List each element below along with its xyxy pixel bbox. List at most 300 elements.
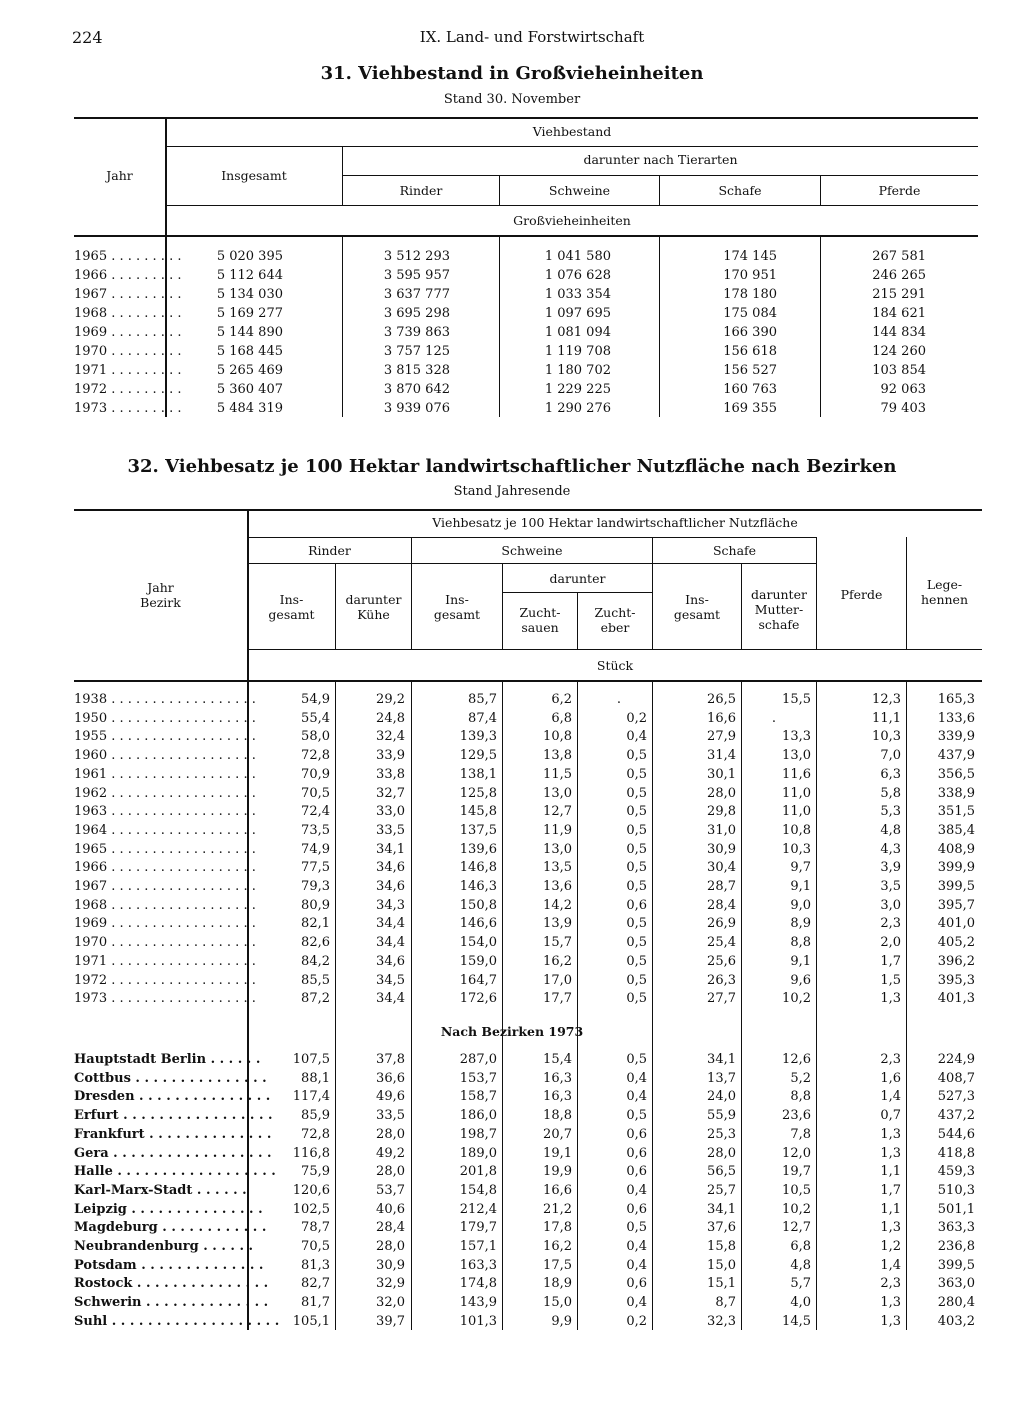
table32-subtitle: Stand Jahresende — [453, 484, 571, 499]
cell-kuehe: 28,0 — [376, 1164, 405, 1180]
cell-legehennen: 363,3 — [937, 1220, 975, 1236]
cell-legehennen: 280,4 — [937, 1295, 975, 1311]
running-title: IX. Land- und Forstwirtschaft — [419, 28, 645, 46]
row-label: Leipzig . . . . . . . . . . . . . . . — [74, 1201, 263, 1217]
cell-schafe: 166 390 — [723, 325, 777, 340]
cell-zuchteber: 0,6 — [626, 1164, 647, 1180]
cell-mutterschafe: 13,3 — [782, 729, 811, 745]
cell-legehennen: 437,2 — [937, 1108, 975, 1124]
cell-kuehe: 32,4 — [376, 729, 405, 745]
cell-mutterschafe: . — [771, 710, 776, 726]
table32-title: 32. Viehbesatz je 100 Hektar landwirtschaftlicher Nutzfläche nach Bezirken — [127, 456, 897, 477]
cell-kuehe: 28,4 — [376, 1220, 405, 1236]
table31-head-bottom-rule — [74, 235, 978, 237]
cell-schafe-insgesamt: 25,6 — [707, 953, 736, 969]
cell-pferde: 246 265 — [872, 268, 926, 283]
cell-zuchtsauen: 17,7 — [543, 991, 572, 1007]
cell-pferde: 1,3 — [880, 1126, 901, 1142]
cell-schweine-insgesamt: 198,7 — [459, 1126, 497, 1142]
cell-pferde: 1,3 — [880, 1313, 901, 1329]
cell-schweine-insgesamt: 159,0 — [459, 953, 497, 969]
cell-kuehe: 34,6 — [376, 879, 405, 894]
cell-insgesamt: 5 020 395 — [216, 249, 283, 264]
cell-pferde: 0,7 — [880, 1108, 901, 1124]
cell-zuchteber: 0,2 — [626, 1313, 647, 1329]
cell-legehennen: 133,6 — [937, 710, 975, 726]
cell-kuehe: 49,2 — [376, 1145, 405, 1161]
cell-zuchteber: 0,4 — [626, 1295, 647, 1311]
cell-schafe-insgesamt: 34,1 — [707, 1052, 736, 1067]
cell-zuchteber: 0,6 — [626, 1201, 647, 1217]
cell-zuchtsauen: 13,9 — [543, 916, 572, 932]
row-label: Halle . . . . . . . . . . . . . . . . . . — [74, 1164, 276, 1180]
cell-zuchteber: 0,5 — [626, 1108, 647, 1124]
cell-kuehe: 37,8 — [376, 1052, 405, 1067]
cell-schafe: 169 355 — [723, 401, 777, 416]
cell-zuchtsauen: 15,4 — [543, 1052, 572, 1067]
cell-schafe: 170 951 — [723, 268, 777, 283]
cell-schafe-insgesamt: 28,4 — [707, 897, 736, 913]
cell-mutterschafe: 10,8 — [782, 822, 811, 838]
cell-zuchtsauen: 15,0 — [543, 1295, 572, 1311]
cell-rinder-insgesamt: 82,6 — [301, 935, 330, 951]
cell-schweine-insgesamt: 146,6 — [459, 916, 497, 932]
cell-pferde: 267 581 — [872, 249, 926, 264]
cell-kuehe: 28,0 — [376, 1126, 405, 1142]
cell-rinder-insgesamt: 87,2 — [301, 991, 330, 1007]
cell-legehennen: 385,4 — [937, 822, 975, 838]
cell-schweine: 1 229 225 — [544, 382, 611, 397]
cell-legehennen: 527,3 — [937, 1089, 975, 1105]
cell-mutterschafe: 8,8 — [790, 935, 811, 951]
cell-rinder-insgesamt: 81,3 — [301, 1257, 330, 1273]
cell-pferde: 3,9 — [880, 860, 901, 876]
cell-legehennen: 408,7 — [937, 1070, 975, 1086]
row-label: 1972 . . . . . . . . . . . . . . . . . . — [74, 972, 256, 988]
cell-legehennen: 363,0 — [937, 1276, 975, 1292]
cell-schafe-insgesamt: 28,0 — [707, 1145, 736, 1161]
cell-kuehe: 33,8 — [376, 766, 405, 782]
cell-pferde: 10,3 — [872, 729, 901, 745]
table31-head-darunter: darunter nach Tierarten — [583, 152, 738, 167]
cell-schafe-insgesamt: 15,1 — [707, 1276, 736, 1292]
table32-head-schweine-ins-2: gesamt — [433, 607, 481, 622]
cell-mutterschafe: 9,1 — [790, 953, 811, 969]
cell-schafe-insgesamt: 55,9 — [707, 1108, 736, 1124]
cell-rinder-insgesamt: 78,7 — [301, 1220, 330, 1236]
cell-legehennen: 408,9 — [937, 841, 975, 857]
row-label: 1965 . . . . . . . . . — [74, 249, 182, 264]
cell-zuchteber: 0,5 — [626, 804, 647, 820]
cell-zuchteber: 0,4 — [626, 1089, 647, 1105]
table32-head-jahr: Jahr — [147, 580, 174, 595]
table32-head-legehennen-1: Lege- — [926, 577, 963, 592]
row-label: Karl-Marx-Stadt . . . . . . — [74, 1182, 247, 1198]
cell-zuchtsauen: 16,3 — [543, 1070, 572, 1086]
table32-head-zuchtsauen-1: Zucht- — [519, 605, 561, 620]
cell-insgesamt: 5 484 319 — [216, 401, 283, 416]
cell-schafe-insgesamt: 26,5 — [707, 692, 736, 707]
cell-kuehe: 34,6 — [376, 953, 405, 969]
cell-rinder-insgesamt: 85,9 — [301, 1108, 330, 1124]
cell-schafe-insgesamt: 24,0 — [707, 1089, 736, 1105]
cell-pferde: 215 291 — [872, 287, 926, 302]
row-label: 1967 . . . . . . . . . — [74, 287, 182, 302]
cell-rinder-insgesamt: 73,5 — [301, 822, 330, 838]
cell-zuchteber: 0,5 — [626, 879, 647, 894]
cell-zuchtsauen: 16,2 — [543, 1239, 572, 1254]
cell-schafe-insgesamt: 32,3 — [707, 1313, 736, 1329]
cell-schafe-insgesamt: 26,9 — [707, 916, 736, 932]
table32-head-schafe: Schafe — [712, 543, 757, 558]
table31-head-schweine: Schweine — [548, 183, 611, 198]
cell-mutterschafe: 19,7 — [782, 1164, 811, 1180]
table32-head-unit: Stück — [596, 658, 634, 673]
cell-zuchteber: 0,4 — [626, 1182, 647, 1198]
cell-kuehe: 24,8 — [376, 710, 405, 726]
cell-zuchtsauen: 13,5 — [543, 860, 572, 876]
cell-schweine: 1 076 628 — [544, 268, 611, 283]
cell-zuchteber: 0,5 — [626, 972, 647, 988]
cell-zuchtsauen: 16,2 — [543, 953, 572, 969]
row-label: Rostock . . . . . . . . . . . . . . . — [74, 1276, 269, 1292]
cell-schafe-insgesamt: 31,4 — [707, 748, 736, 764]
cell-rinder: 3 637 777 — [383, 287, 450, 302]
table32-head-bottom-rule — [74, 680, 982, 682]
table32-head-schafe-ins-2: gesamt — [673, 607, 721, 622]
cell-pferde: 2,3 — [880, 1052, 901, 1067]
cell-mutterschafe: 14,5 — [782, 1313, 811, 1329]
cell-rinder-insgesamt: 81,7 — [301, 1295, 330, 1311]
cell-zuchtsauen: 16,6 — [543, 1182, 572, 1198]
cell-legehennen: 418,8 — [937, 1145, 975, 1161]
row-label: Gera . . . . . . . . . . . . . . . . . . — [74, 1145, 272, 1161]
cell-rinder-insgesamt: 107,5 — [292, 1052, 330, 1067]
cell-zuchteber: 0,6 — [626, 1145, 647, 1161]
cell-schafe-insgesamt: 8,7 — [715, 1295, 736, 1311]
cell-schafe-insgesamt: 34,1 — [707, 1201, 736, 1217]
cell-mutterschafe: 23,6 — [782, 1108, 811, 1124]
cell-mutterschafe: 9,0 — [790, 897, 811, 913]
table32-head-kuehe-2: Kühe — [357, 607, 390, 622]
cell-pferde: 1,3 — [880, 1295, 901, 1311]
cell-kuehe: 40,6 — [376, 1201, 405, 1217]
cell-schafe-insgesamt: 25,3 — [707, 1126, 736, 1142]
cell-rinder-insgesamt: 55,4 — [301, 710, 330, 726]
cell-schafe-insgesamt: 25,4 — [707, 935, 736, 951]
cell-schweine: 1 119 708 — [544, 344, 611, 359]
cell-zuchtsauen: 18,8 — [543, 1108, 572, 1124]
cell-zuchtsauen: 11,5 — [543, 766, 572, 782]
row-label: 1962 . . . . . . . . . . . . . . . . . . — [74, 785, 256, 801]
cell-insgesamt: 5 144 890 — [216, 325, 283, 340]
cell-legehennen: 501,1 — [937, 1201, 975, 1217]
cell-insgesamt: 5 168 445 — [216, 344, 283, 359]
cell-mutterschafe: 8,9 — [790, 916, 811, 932]
cell-zuchtsauen: 20,7 — [543, 1126, 572, 1142]
cell-pferde: 7,0 — [880, 748, 901, 764]
cell-schafe-insgesamt: 15,8 — [707, 1239, 736, 1254]
table31-rule — [166, 205, 978, 206]
cell-mutterschafe: 9,7 — [790, 860, 811, 876]
cell-rinder-insgesamt: 117,4 — [292, 1089, 330, 1105]
cell-pferde: 2,3 — [880, 1276, 901, 1292]
cell-pferde: 3,0 — [880, 897, 901, 913]
cell-schweine: 1 097 695 — [544, 306, 611, 321]
cell-schafe-insgesamt: 30,9 — [707, 841, 736, 857]
cell-schweine-insgesamt: 153,7 — [459, 1070, 497, 1086]
cell-pferde: 1,3 — [880, 991, 901, 1007]
cell-mutterschafe: 6,8 — [790, 1239, 811, 1254]
row-label: Suhl . . . . . . . . . . . . . . . . . . . — [74, 1313, 280, 1329]
row-label: Dresden . . . . . . . . . . . . . . . — [74, 1089, 271, 1105]
cell-schweine-insgesamt: 174,8 — [459, 1276, 497, 1292]
cell-legehennen: 510,3 — [937, 1182, 975, 1198]
cell-rinder: 3 595 957 — [383, 268, 450, 283]
cell-schweine-insgesamt: 138,1 — [459, 766, 497, 782]
table31-head-insgesamt: Insgesamt — [221, 168, 287, 183]
cell-schweine-insgesamt: 139,3 — [459, 729, 497, 745]
row-label: 1969 . . . . . . . . . . . . . . . . . . — [74, 916, 256, 932]
cell-zuchtsauen: 15,7 — [543, 935, 572, 951]
cell-rinder-insgesamt: 70,5 — [301, 785, 330, 801]
cell-mutterschafe: 4,0 — [790, 1295, 811, 1311]
cell-rinder-insgesamt: 72,4 — [301, 804, 330, 820]
cell-schweine: 1 081 094 — [544, 325, 611, 340]
cell-zuchteber: 0,5 — [626, 841, 647, 857]
cell-schafe-insgesamt: 56,5 — [707, 1164, 736, 1180]
cell-mutterschafe: 8,8 — [790, 1089, 811, 1105]
table32-col-rule — [816, 681, 817, 1330]
cell-schafe-insgesamt: 30,4 — [707, 860, 736, 876]
cell-legehennen: 399,9 — [937, 860, 975, 876]
cell-legehennen: 544,6 — [937, 1126, 975, 1142]
cell-mutterschafe: 10,5 — [782, 1182, 811, 1198]
cell-schweine-insgesamt: 163,3 — [459, 1257, 497, 1273]
cell-pferde: 1,1 — [880, 1164, 901, 1180]
row-label: 1966 . . . . . . . . . — [74, 268, 182, 283]
table32-head-zuchteber-2: eber — [600, 620, 630, 635]
cell-pferde: 1,3 — [880, 1220, 901, 1236]
cell-pferde: 2,0 — [880, 935, 901, 951]
cell-pferde: 12,3 — [872, 692, 901, 707]
cell-kuehe: 30,9 — [376, 1257, 405, 1273]
cell-legehennen: 403,2 — [937, 1313, 975, 1329]
cell-pferde: 11,1 — [872, 710, 901, 726]
table31-head-pferde: Pferde — [878, 183, 921, 198]
cell-zuchtsauen: 10,8 — [543, 729, 572, 745]
table32-head-zuchtsauen-2: sauen — [521, 620, 559, 635]
cell-schweine-insgesamt: 287,0 — [459, 1052, 497, 1067]
cell-rinder: 3 757 125 — [383, 344, 450, 359]
cell-kuehe: 32,9 — [376, 1276, 405, 1292]
row-label: 1955 . . . . . . . . . . . . . . . . . . — [74, 729, 256, 745]
cell-mutterschafe: 9,1 — [790, 879, 811, 894]
cell-kuehe: 39,7 — [376, 1313, 405, 1329]
cell-kuehe: 34,3 — [376, 897, 405, 913]
cell-pferde: 5,3 — [880, 804, 901, 820]
cell-rinder-insgesamt: 70,5 — [301, 1239, 330, 1254]
cell-legehennen: 396,2 — [937, 953, 975, 969]
cell-legehennen: 395,3 — [937, 972, 975, 988]
cell-schweine-insgesamt: 154,8 — [459, 1182, 497, 1198]
cell-zuchteber: 0,5 — [626, 935, 647, 951]
cell-rinder-insgesamt: 75,9 — [301, 1164, 330, 1180]
table31-rule — [343, 175, 978, 176]
cell-pferde: 1,7 — [880, 953, 901, 969]
table32-head-mutter-1: darunter — [751, 587, 807, 602]
table32-head-schweine-ins-1: Ins- — [445, 592, 469, 607]
cell-kuehe: 33,0 — [376, 804, 405, 820]
cell-rinder-insgesamt: 82,7 — [301, 1276, 330, 1292]
page-number: 224 — [72, 28, 103, 47]
cell-kuehe: 32,0 — [376, 1295, 405, 1311]
cell-schafe: 156 527 — [723, 363, 777, 378]
cell-pferde: 1,4 — [880, 1257, 901, 1273]
cell-rinder: 3 870 642 — [383, 382, 450, 397]
cell-pferde: 79 403 — [880, 401, 926, 416]
cell-kuehe: 34,4 — [376, 935, 405, 951]
cell-zuchtsauen: 13,8 — [543, 748, 572, 764]
cell-zuchtsauen: 13,6 — [543, 879, 572, 894]
cell-legehennen: 405,2 — [937, 935, 975, 951]
row-label: Potsdam . . . . . . . . . . . . . . — [74, 1257, 264, 1273]
cell-pferde: 1,6 — [880, 1070, 901, 1086]
cell-zuchteber: 0,5 — [626, 1052, 647, 1067]
row-label: 1970 . . . . . . . . . . . . . . . . . . — [74, 935, 256, 951]
cell-mutterschafe: 5,7 — [790, 1276, 811, 1292]
cell-schafe-insgesamt: 28,7 — [707, 879, 736, 894]
cell-zuchteber: 0,5 — [626, 766, 647, 782]
table31-head-rinder: Rinder — [399, 183, 443, 198]
cell-schweine-insgesamt: 146,3 — [459, 879, 497, 894]
cell-mutterschafe: 12,6 — [782, 1052, 811, 1067]
cell-rinder: 3 739 863 — [383, 325, 450, 340]
table31-top-rule — [74, 117, 978, 119]
table32-head-mutter-2: Mutter- — [754, 602, 804, 617]
cell-insgesamt: 5 169 277 — [216, 306, 283, 321]
row-label: 1964 . . . . . . . . . . . . . . . . . . — [74, 822, 256, 838]
cell-legehennen: 339,9 — [937, 729, 975, 745]
cell-rinder-insgesamt: 79,3 — [301, 879, 330, 894]
row-label: Erfurt . . . . . . . . . . . . . . . . . — [74, 1108, 273, 1124]
cell-pferde: 92 063 — [880, 382, 926, 397]
cell-legehennen: 338,9 — [937, 785, 975, 801]
cell-zuchteber: 0,6 — [626, 1276, 647, 1292]
row-label: 1967 . . . . . . . . . . . . . . . . . . — [74, 879, 256, 894]
cell-zuchteber: 0,5 — [626, 916, 647, 932]
table31-head-unit: Großvieheinheiten — [513, 213, 631, 228]
table31-head-jahr: Jahr — [106, 168, 133, 183]
cell-schafe-insgesamt: 37,6 — [707, 1220, 736, 1236]
cell-pferde: 1,7 — [880, 1182, 901, 1198]
cell-zuchteber: 0,5 — [626, 953, 647, 969]
cell-schweine-insgesamt: 125,8 — [459, 785, 497, 801]
cell-schafe: 174 145 — [723, 249, 777, 264]
table32-head-schweine-darunter: darunter — [549, 571, 606, 586]
cell-schweine-insgesamt: 201,8 — [459, 1164, 497, 1180]
row-label: 1973 . . . . . . . . . . . . . . . . . . — [74, 991, 256, 1007]
cell-schafe: 175 084 — [723, 306, 777, 321]
cell-legehennen: 236,8 — [937, 1239, 975, 1254]
cell-mutterschafe: 13,0 — [782, 748, 811, 764]
table32-col-rule — [652, 681, 653, 1330]
cell-rinder-insgesamt: 120,6 — [292, 1182, 330, 1198]
cell-schweine-insgesamt: 172,6 — [459, 991, 497, 1007]
cell-zuchteber: 0,5 — [626, 860, 647, 876]
cell-rinder-insgesamt: 88,1 — [301, 1070, 330, 1086]
cell-mutterschafe: 4,8 — [790, 1257, 811, 1273]
table32-col-rule — [411, 681, 412, 1330]
cell-mutterschafe: 7,8 — [790, 1126, 811, 1142]
cell-zuchteber: 0,4 — [626, 1257, 647, 1273]
cell-legehennen: 395,7 — [937, 897, 975, 913]
cell-zuchteber: 0,5 — [626, 785, 647, 801]
cell-schweine-insgesamt: 87,4 — [468, 710, 497, 726]
cell-legehennen: 437,9 — [937, 748, 975, 764]
cell-legehennen: 399,5 — [937, 879, 975, 894]
cell-schweine-insgesamt: 154,0 — [459, 935, 497, 951]
table32-head-legehennen-2: hennen — [921, 592, 968, 607]
cell-zuchtsauen: 17,0 — [543, 972, 572, 988]
table32-head-schafe-ins-1: Ins- — [685, 592, 709, 607]
cell-zuchteber: 0,5 — [626, 991, 647, 1007]
table32-head-mutter-3: schafe — [758, 617, 800, 632]
cell-schweine-insgesamt: 157,1 — [459, 1239, 497, 1254]
cell-zuchtsauen: 17,8 — [543, 1220, 572, 1236]
cell-rinder-insgesamt: 54,9 — [301, 692, 330, 707]
cell-kuehe: 33,9 — [376, 748, 405, 764]
cell-legehennen: 399,5 — [937, 1257, 975, 1273]
cell-kuehe: 49,6 — [376, 1089, 405, 1105]
cell-insgesamt: 5 112 644 — [216, 268, 283, 283]
cell-zuchtsauen: 19,1 — [543, 1145, 572, 1161]
table32-head-kuehe-1: darunter — [345, 592, 402, 607]
row-label: 1973 . . . . . . . . . — [74, 401, 182, 416]
table32-head-schweine: Schweine — [501, 543, 563, 558]
cell-schweine-insgesamt: 146,8 — [459, 860, 497, 876]
cell-insgesamt: 5 265 469 — [216, 363, 283, 378]
cell-kuehe: 34,4 — [376, 916, 405, 932]
cell-rinder-insgesamt: 85,5 — [301, 972, 330, 988]
cell-kuehe: 34,5 — [376, 972, 405, 988]
cell-schweine-insgesamt: 85,7 — [468, 692, 497, 707]
row-label: 1960 . . . . . . . . . . . . . . . . . . — [74, 748, 256, 764]
cell-zuchteber: 0,6 — [626, 1126, 647, 1142]
row-label: Schwerin . . . . . . . . . . . . . . — [74, 1295, 269, 1311]
row-label: 1938 . . . . . . . . . . . . . . . . . . — [74, 692, 256, 707]
cell-mutterschafe: 11,0 — [782, 804, 811, 820]
cell-zuchtsauen: 6,2 — [551, 692, 572, 707]
cell-schweine-insgesamt: 137,5 — [459, 822, 497, 838]
cell-schafe-insgesamt: 29,8 — [707, 804, 736, 820]
cell-schweine-insgesamt: 164,7 — [459, 972, 497, 988]
cell-kuehe: 34,1 — [376, 841, 405, 857]
cell-schafe-insgesamt: 27,9 — [707, 729, 736, 745]
cell-zuchteber: 0,2 — [626, 710, 647, 726]
cell-zuchtsauen: 13,0 — [543, 841, 572, 857]
cell-rinder-insgesamt: 80,9 — [301, 897, 330, 913]
cell-schafe-insgesamt: 31,0 — [707, 822, 736, 838]
table31-subtitle: Stand 30. November — [443, 92, 581, 107]
cell-schweine-insgesamt: 212,4 — [459, 1201, 497, 1217]
cell-rinder-insgesamt: 72,8 — [301, 748, 330, 764]
row-label: 1966 . . . . . . . . . . . . . . . . . . — [74, 860, 256, 876]
cell-mutterschafe: 11,6 — [782, 766, 811, 782]
table32-head-zuchteber-1: Zucht- — [594, 605, 636, 620]
cell-rinder-insgesamt: 105,1 — [292, 1313, 330, 1329]
cell-pferde: 1,2 — [880, 1239, 901, 1254]
